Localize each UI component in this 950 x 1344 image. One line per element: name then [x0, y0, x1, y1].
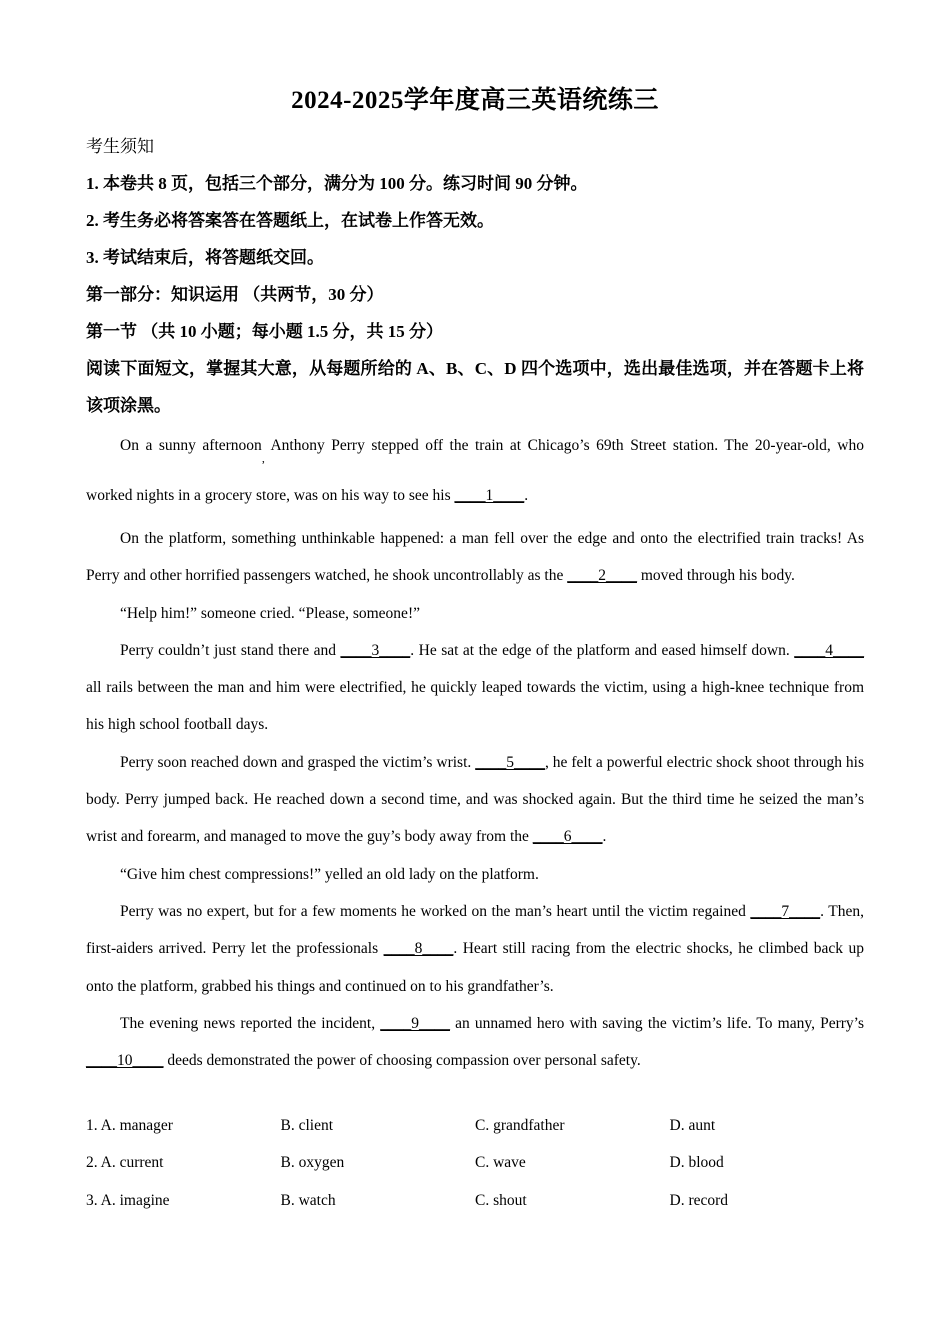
passage-text: . [602, 828, 607, 846]
option-item: B. oxygen [280, 1154, 345, 1172]
passage-paragraph [86, 1005, 864, 1080]
passage-text: . [524, 487, 529, 504]
blank-4: ____4____ [794, 641, 864, 659]
passage-text: deeds demonstrated the power of choosing compassion over personal safety. [163, 1052, 641, 1070]
passage-text: On the platform, something unthinkable happened: a man fell over the edge and onto the electrified train tracks! As Perry and other horrified passengers watched, he shook uncontrollably as the [86, 530, 864, 585]
part-heading: 第一部分：知识运用 （共两节，30 分） [86, 285, 384, 304]
passage-text: an unnamed hero with saving the victim’s life. To many, Perry’s [449, 1014, 864, 1032]
passage-text: . Then, first-aiders arrived. Perry let the professionals [86, 902, 864, 958]
instruction-text: 阅读下面短文，掌握其大意，从每题所给的 A、B、C、D 四个选项中，选出最佳选项，并在答题卡上将该项涂黑。 [86, 359, 864, 415]
option-item: B. client [280, 1116, 334, 1134]
blank-6: ____6____ [532, 828, 603, 846]
option-item: 3. A. imagine [86, 1191, 170, 1209]
blank-5: ____5____ [475, 753, 545, 771]
blank-8: ____8____ [383, 940, 454, 958]
blank-9: ____9____ [380, 1014, 450, 1032]
passage-paragraph: “Give him chest compressions!” yelled an old lady on the platform. [120, 865, 539, 883]
option-item: 2. A. current [86, 1154, 164, 1172]
passage-text: all rails between the man and him were electrified, he quickly leaped towards the victim, using a high-knee technique from his high school football days. [86, 679, 864, 734]
option-item: D. record [669, 1191, 729, 1209]
notes-item: 3. 考试结束后，将答题纸交回。 [86, 248, 324, 267]
blank-10: ____10____ [86, 1052, 164, 1070]
passage-paragraph [86, 744, 864, 856]
passage-paragraph: “Help him!” someone cried. “Please, someone!” [120, 604, 420, 622]
option-item: C. wave [475, 1154, 526, 1172]
passage-text: Perry was no expert, but for a few moments he worked on the man’s heart until the victim regained [120, 902, 751, 920]
option-item: C. shout [475, 1191, 527, 1209]
answer-options [86, 1107, 864, 1220]
cloze-passage [86, 421, 864, 1079]
passage-text: . He sat at the edge of the platform and eased himself down. [410, 641, 795, 659]
passage-paragraph [86, 893, 864, 1005]
page-title: 2024-2025学年度高三英语统练三 [291, 87, 659, 114]
passage-text: Perry soon reached down and grasped the victim’s wrist. [120, 753, 476, 771]
blank-1: ____1____ [454, 487, 525, 504]
notes-item: 1. 本卷共 8 页，包括三个部分，满分为 100 分。练习时间 90 分钟。 [86, 174, 588, 193]
exam-notes [86, 128, 864, 424]
blank-2: ____2____ [567, 567, 637, 585]
blank-3: ____3____ [340, 641, 411, 659]
option-item: C. grandfather [475, 1116, 565, 1134]
option-row [86, 1107, 864, 1145]
passage-paragraph [86, 520, 864, 595]
option-item: B. watch [280, 1191, 336, 1209]
notes-item: 2. 考生务必将答案答在答题纸上，在试卷上作答无效。 [86, 211, 494, 230]
blank-7: ____7____ [750, 902, 821, 920]
section-heading: 第一节 （共 10 小题；每小题 1.5 分，共 15 分） [86, 322, 443, 341]
passage-text: The evening news reported the incident, [120, 1014, 381, 1032]
option-row [86, 1182, 864, 1220]
passage-text: Perry couldn’t just stand there and [120, 641, 341, 659]
option-item: D. aunt [669, 1116, 716, 1134]
notes-heading: 考生须知 [86, 137, 154, 156]
option-item: D. blood [669, 1154, 724, 1172]
passage-text: moved through his body. [636, 567, 795, 585]
passage-text: On a sunny afternoon [120, 437, 262, 454]
passage-text: Anthony Perry stepped off the train at Chicago’s 69th Street station. The 20-year-old, who worked nights in a grocery store, was on his way to see his [86, 437, 864, 504]
passage-paragraph [86, 632, 864, 744]
passage-text: , he felt a powerful electric shock shoot through his body. Perry jumped back. He reached down a second time, and was shocked again. But the third time he seized the man’s wrist and forearm, and managed to move the guy’s body away from the [86, 753, 864, 846]
passage-paragraph [86, 421, 864, 520]
option-item: 1. A. manager [86, 1116, 173, 1134]
passage-text: . Heart still racing from the electric shocks, he climbed back up onto the platform, grabbed his things and continued on to his grandfather’s. [86, 940, 864, 995]
passage-text: , [261, 451, 265, 465]
option-row [86, 1145, 864, 1183]
